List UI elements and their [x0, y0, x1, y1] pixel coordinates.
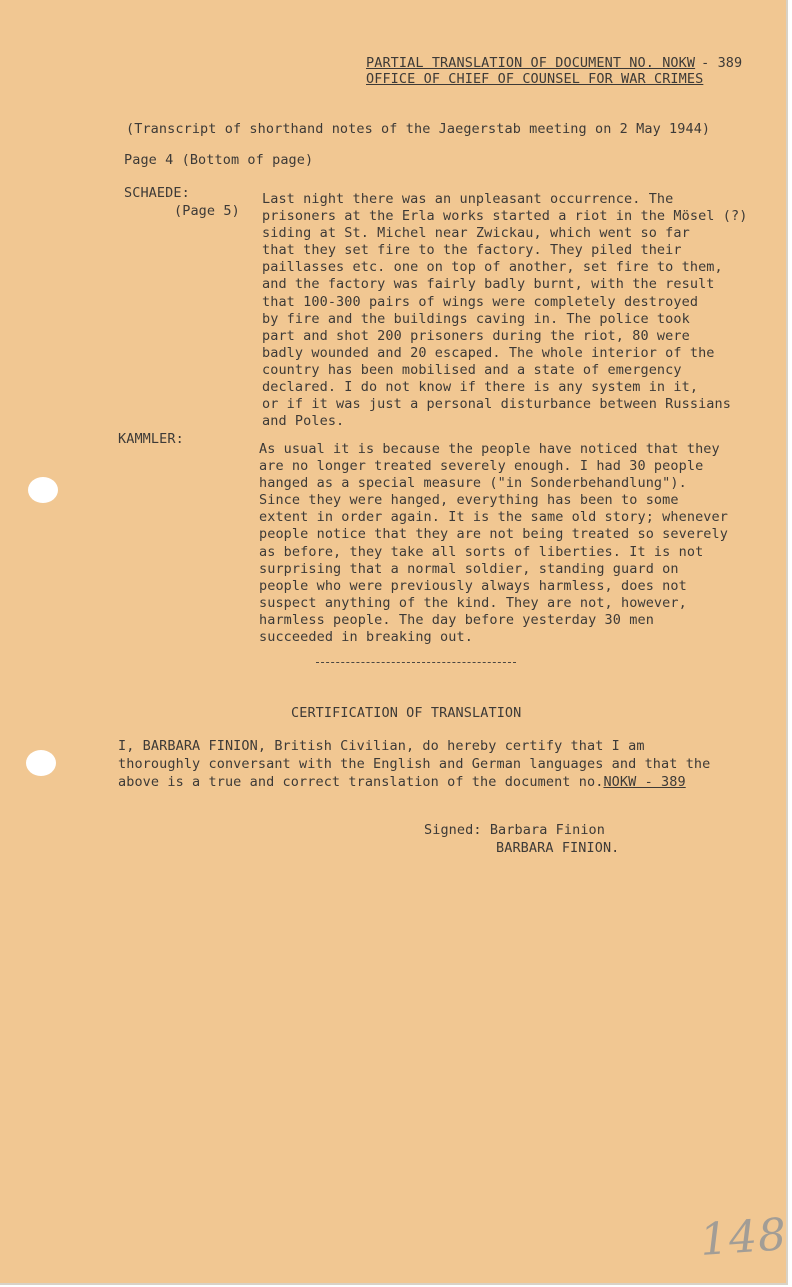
- statement-line: are no longer treated severely enough. I had 30 people: [259, 458, 704, 475]
- statement-line: that 100-300 pairs of wings were completely destroyed: [262, 293, 699, 310]
- statement-line: badly wounded and 20 escaped. The whole interior of the: [262, 344, 715, 361]
- statement-line: and Poles.: [262, 413, 345, 430]
- statement-line: hanged as a special measure ("in Sonderbehandlung").: [259, 475, 687, 492]
- section-divider: [316, 662, 516, 663]
- statement-line: suspect anything of the kind. They are not, however,: [259, 594, 687, 611]
- speaker2-statement: [259, 441, 728, 646]
- certification-line: I, BARBARA FINION, British Civilian, do hereby certify that I am: [118, 738, 645, 754]
- signature-line: [424, 822, 605, 838]
- header-title: PARTIAL TRANSLATION OF DOCUMENT NO. NOKW: [366, 55, 696, 71]
- certification-line: thoroughly conversant with the English and German languages and that the: [118, 755, 711, 772]
- certification-line: [118, 774, 710, 792]
- statement-line: and the factory was fairly badly burnt, with the result: [262, 276, 715, 293]
- certification-line-text: above is a true and correct translation of the document no.: [118, 773, 604, 790]
- transcript-note: (Transcript of shorthand notes of the Jaegerstab meeting on 2 May 1944): [126, 121, 711, 137]
- statement-line: or if it was just a personal disturbance between Russians: [262, 396, 731, 413]
- speaker1-statement: [262, 191, 747, 430]
- statement-line: as before, they take all sorts of liberties. It is not: [259, 543, 704, 560]
- statement-line: part and shot 200 prisoners during the riot, 80 were: [262, 327, 690, 344]
- statement-line: extent in order again. It is the same old story; whenever: [259, 509, 728, 526]
- statement-line: by fire and the buildings caving in. The police took: [262, 310, 690, 327]
- statement-line: Since they were hanged, everything has been to some: [259, 492, 679, 509]
- signature: Barbara Finion: [489, 822, 606, 838]
- punch-hole: [26, 750, 56, 776]
- punch-hole: [28, 477, 58, 503]
- certification-title: CERTIFICATION OF TRANSLATION: [291, 705, 522, 721]
- signed-label: Signed:: [424, 822, 482, 838]
- statement-line: declared. I do not know if there is any system in it,: [262, 379, 699, 396]
- certification-body: [118, 738, 710, 791]
- header-office: OFFICE OF CHIEF OF COUNSEL FOR WAR CRIMES: [366, 71, 704, 88]
- handwritten-page-number: 148: [698, 1209, 789, 1266]
- printed-name: BARBARA FINION.: [496, 840, 620, 856]
- statement-line: prisoners at the Erla works started a riot in the Mösel (?): [262, 208, 748, 225]
- page-reference: Page 4 (Bottom of page): [124, 152, 314, 168]
- statement-line: succeeded in breaking out.: [259, 629, 473, 646]
- speaker-name: KAMMLER:: [118, 431, 184, 447]
- statement-line: harmless people. The day before yesterday 30 men: [259, 611, 654, 628]
- statement-line: country has been mobilised and a state of emergency: [262, 361, 682, 378]
- statement-line: As usual it is because the people have noticed that they: [259, 441, 720, 457]
- header-doc-number: - 389: [701, 55, 743, 71]
- speaker-name: SCHAEDE:: [124, 185, 190, 201]
- statement-line: Last night there was an unpleasant occurrence. The: [262, 191, 674, 207]
- speaker-page-ref: (Page 5): [174, 203, 240, 219]
- statement-line: people notice that they are not being treated so severely: [259, 526, 728, 543]
- statement-line: people who were previously always harmless, does not: [259, 577, 687, 594]
- statement-line: that they set fire to the factory. They piled their: [262, 242, 682, 259]
- statement-line: paillasses etc. one on top of another, set fire to them,: [262, 259, 723, 276]
- statement-line: surprising that a normal soldier, standing guard on: [259, 560, 679, 577]
- certification-doc-number: NOKW - 389: [603, 773, 686, 790]
- document-header: [366, 55, 742, 87]
- statement-line: siding at St. Michel near Zwickau, which went so far: [262, 225, 690, 242]
